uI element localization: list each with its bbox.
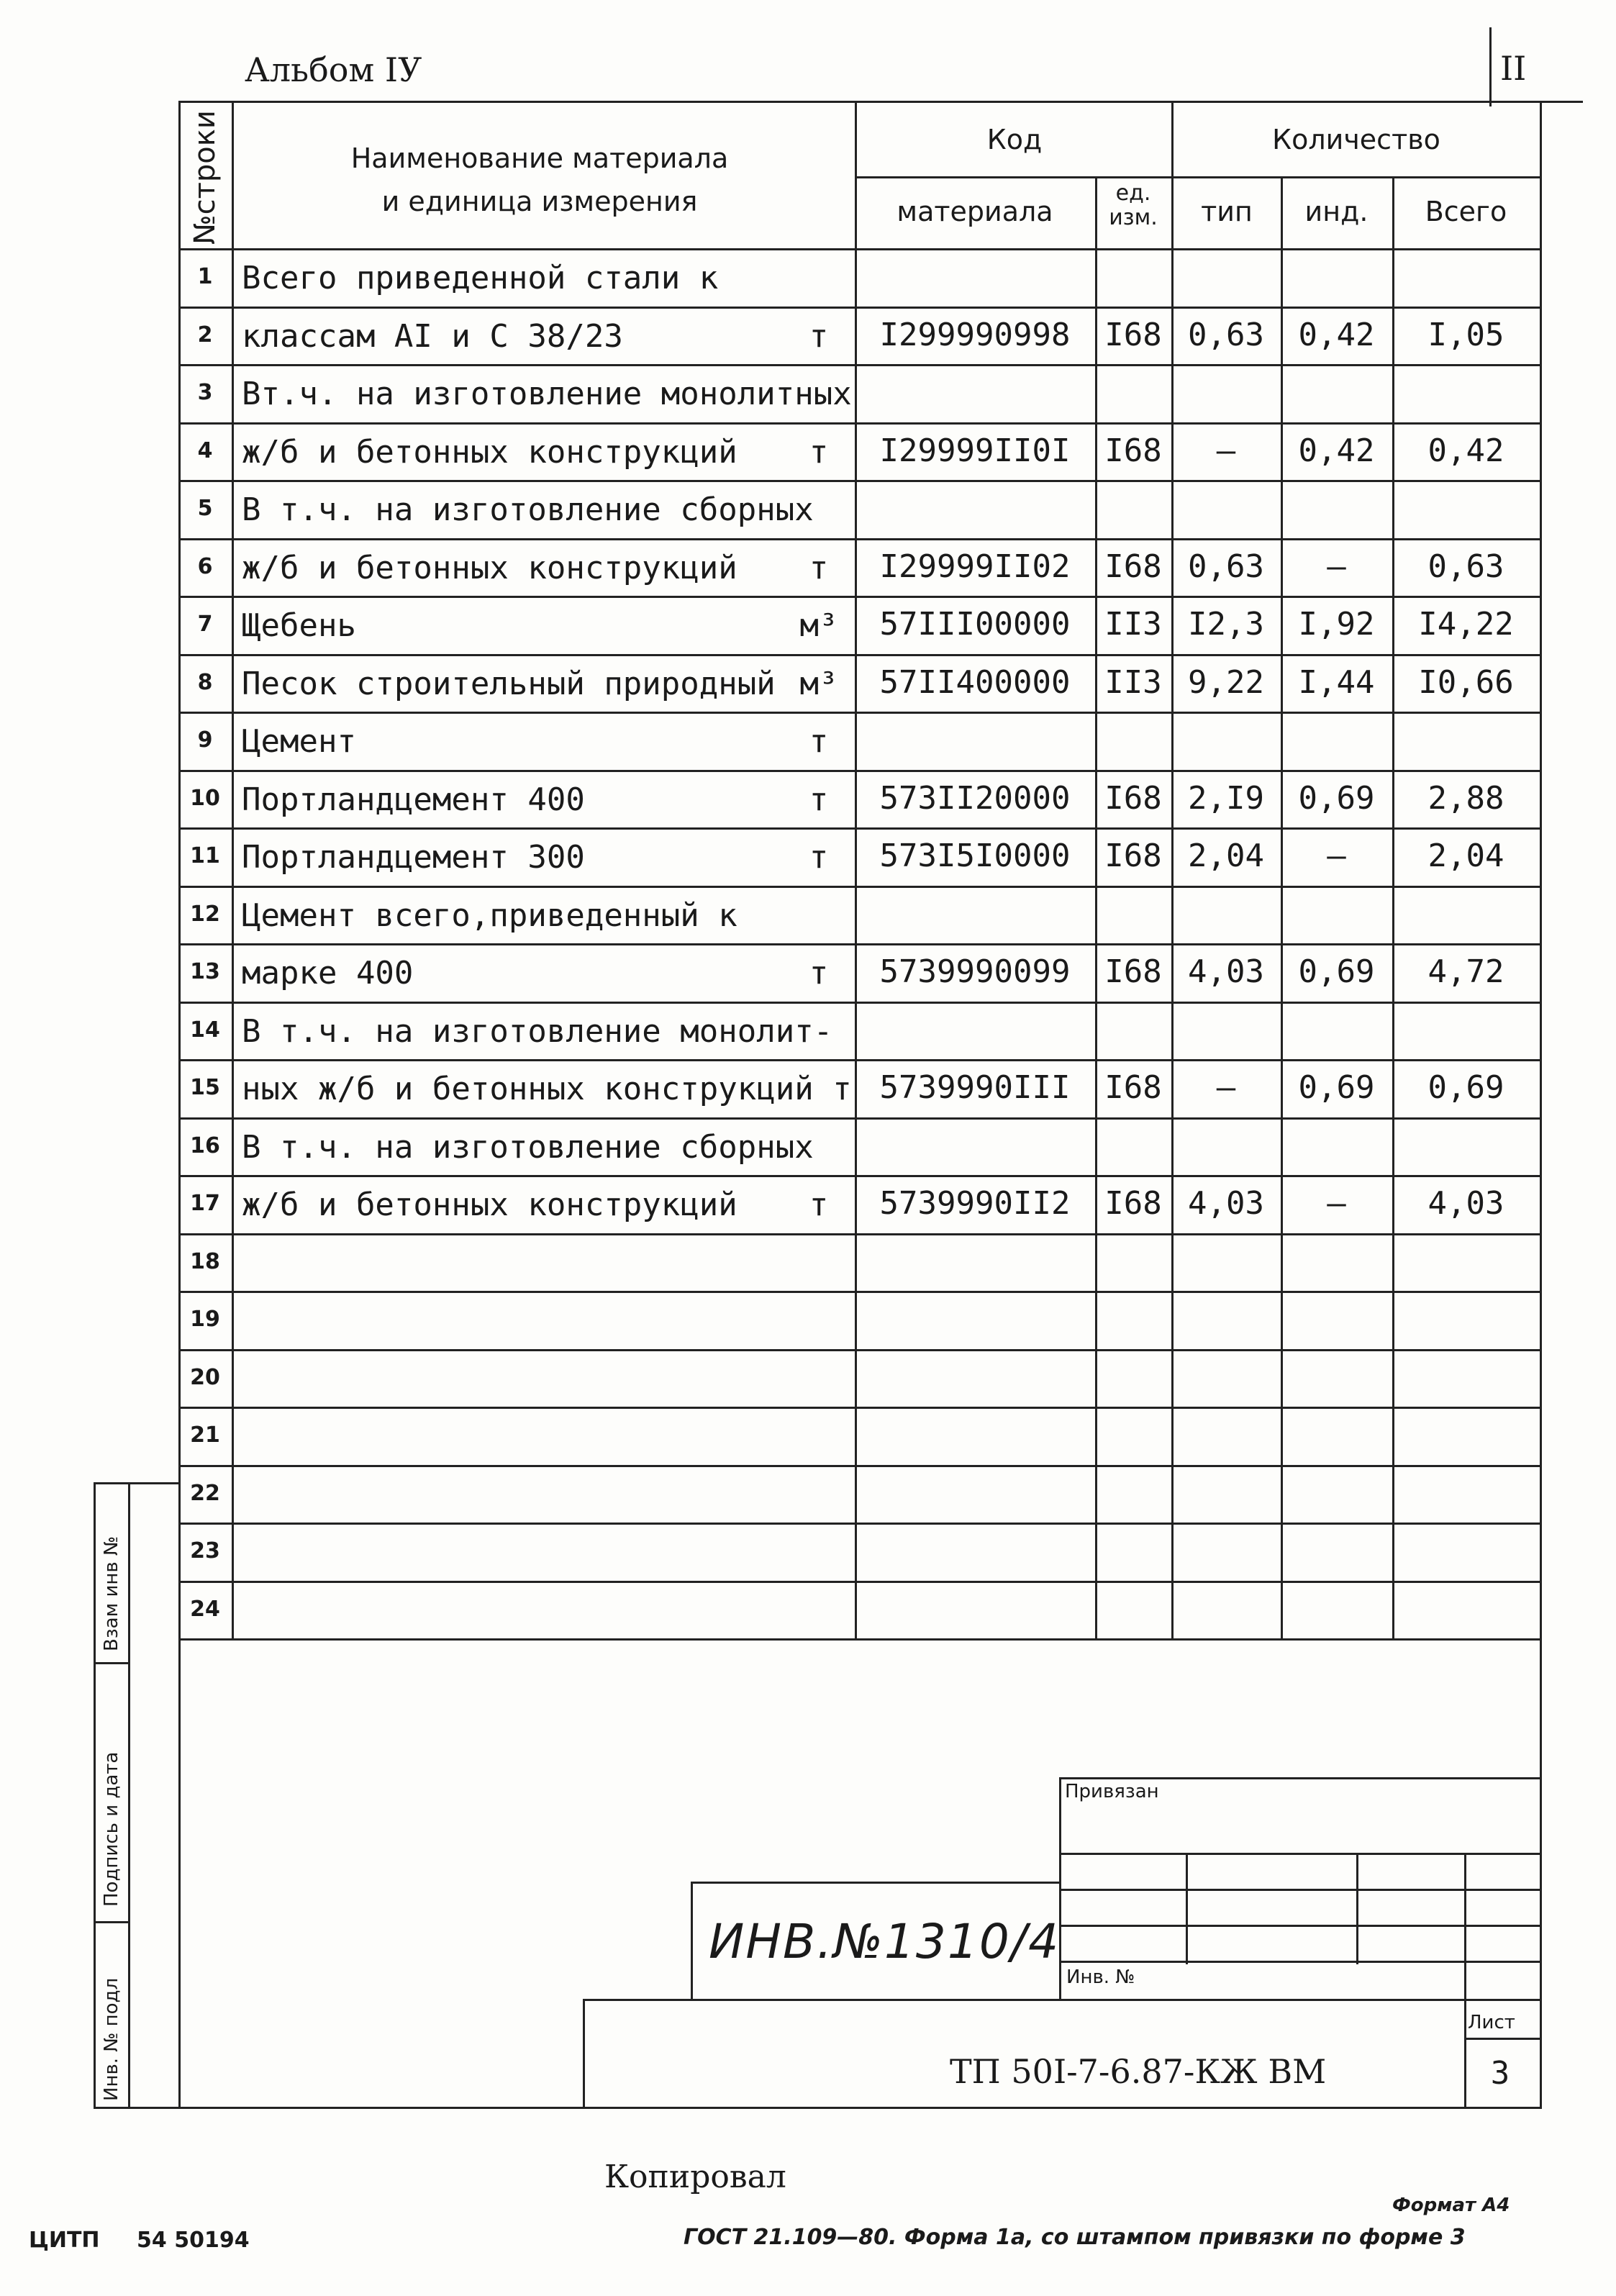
material-code: I299990998 xyxy=(879,316,1071,353)
row-number: 10 xyxy=(190,785,220,811)
qty-individual: – xyxy=(1327,838,1346,874)
qty-individual: 0,69 xyxy=(1298,779,1375,817)
stamp-inv-no-label: Инв. № xyxy=(1066,1966,1135,1988)
row-number: 16 xyxy=(190,1133,220,1158)
row-number: 19 xyxy=(190,1307,220,1332)
stamp-document-code: ТП 50I-7-6.87-КЖ ВМ xyxy=(950,2052,1327,2091)
frame-right xyxy=(1540,101,1542,2108)
unit-code: I68 xyxy=(1104,548,1162,585)
row-number: 11 xyxy=(190,843,220,868)
row-number: 1 xyxy=(197,264,213,289)
row-number: 14 xyxy=(190,1017,220,1043)
material-unit-measure: м³ xyxy=(799,607,838,644)
material-name: Щебень xyxy=(242,607,356,644)
row-number: 20 xyxy=(190,1364,220,1390)
material-name: классам AI и С 38/23 xyxy=(242,317,623,355)
material-unit-measure: т xyxy=(809,955,829,992)
header-unit: ед. изм. xyxy=(1109,181,1158,230)
material-name: ж/б и бетонных конструкций xyxy=(242,1186,737,1223)
qty-total: 0,69 xyxy=(1427,1069,1504,1106)
qty-type: 2,I9 xyxy=(1188,779,1264,817)
row-number: 18 xyxy=(190,1248,220,1274)
material-code: 573I5I0000 xyxy=(879,838,1071,874)
material-unit-measure: т xyxy=(809,1186,829,1223)
unit-code: I68 xyxy=(1104,1069,1162,1106)
header-name-line1: Наименование материала xyxy=(350,142,729,174)
row-number: 21 xyxy=(190,1422,220,1448)
corner-mark: II xyxy=(1500,49,1527,88)
qty-total: 2,88 xyxy=(1427,779,1504,817)
row-number: 15 xyxy=(190,1075,220,1100)
qty-individual: 0,42 xyxy=(1298,316,1375,353)
header-row-number: №строки xyxy=(189,110,222,245)
material-code: 57II400000 xyxy=(879,663,1071,701)
album-title: Альбом IУ xyxy=(245,50,422,89)
row-number: 22 xyxy=(190,1480,220,1506)
row-number: 7 xyxy=(197,612,213,637)
material-unit-measure: м³ xyxy=(799,665,838,702)
header-type: тип xyxy=(1201,196,1253,227)
material-name: В т.ч. на изготовление сборных xyxy=(242,1128,814,1166)
unit-code: I68 xyxy=(1104,1185,1162,1222)
unit-code: I68 xyxy=(1104,779,1162,817)
material-unit-measure: т xyxy=(809,433,829,471)
header-code: Код xyxy=(986,124,1043,155)
stamp-privyazan: Привязан xyxy=(1065,1781,1159,1802)
qty-total: 0,42 xyxy=(1427,432,1504,469)
row-number: 6 xyxy=(197,553,213,579)
qty-total: 4,72 xyxy=(1427,953,1504,990)
header-quantity: Количество xyxy=(1272,124,1440,155)
qty-type: 0,63 xyxy=(1188,548,1264,585)
qty-total: 4,03 xyxy=(1427,1185,1504,1222)
material-name: Песок строительный природный xyxy=(242,665,776,702)
unit-code: II3 xyxy=(1104,663,1162,701)
material-code: 5739990III xyxy=(879,1069,1071,1106)
qty-total: I0,66 xyxy=(1418,663,1514,701)
row-number: 8 xyxy=(197,669,213,695)
row-number: 9 xyxy=(197,727,213,753)
row-number: 12 xyxy=(190,901,220,927)
stamp-sheet-number: 3 xyxy=(1490,2055,1510,2092)
row-number: 24 xyxy=(190,1596,220,1622)
material-code: 57III00000 xyxy=(879,606,1071,643)
header-ind: инд. xyxy=(1304,196,1368,227)
row-number: 3 xyxy=(197,380,213,405)
unit-code: I68 xyxy=(1104,838,1162,874)
qty-total: I4,22 xyxy=(1418,606,1514,643)
material-unit-measure: т xyxy=(809,317,829,355)
material-code: I29999II0I xyxy=(879,432,1071,469)
material-name: Портландцемент 300 xyxy=(242,839,585,876)
material-name: марке 400 xyxy=(242,955,414,992)
qty-type: 4,03 xyxy=(1188,1185,1264,1222)
material-unit-measure: т xyxy=(809,839,829,876)
footer-copied: Копировал xyxy=(604,2159,786,2195)
qty-type: I2,3 xyxy=(1188,606,1264,643)
qty-total: 0,63 xyxy=(1427,548,1504,585)
stamp-inv-handwritten: ИНВ.№1310/4 xyxy=(709,1914,1061,1969)
material-unit-measure: т xyxy=(809,781,829,818)
header-total: Всего xyxy=(1425,196,1507,227)
material-name: Всего приведенной стали к xyxy=(242,260,719,296)
footer-gost: ГОСТ 21.109—80. Форма 1а, со штампом привязки по форме 3 xyxy=(684,2225,1466,2250)
row-number: 4 xyxy=(197,437,213,463)
side-podpis-data: Подпись и дата xyxy=(101,1751,122,1907)
qty-individual: I,44 xyxy=(1298,663,1375,701)
material-name: В т.ч. на изготовление сборных xyxy=(242,491,814,528)
material-name: Портландцемент 400 xyxy=(242,781,585,818)
row-number: 23 xyxy=(190,1538,220,1564)
qty-individual: I,92 xyxy=(1298,606,1375,643)
qty-total: 2,04 xyxy=(1427,838,1504,874)
unit-code: I68 xyxy=(1104,953,1162,990)
unit-code: I68 xyxy=(1104,432,1162,469)
row-number: 13 xyxy=(190,959,220,984)
material-code: I29999II02 xyxy=(879,548,1071,585)
material-name: Вт.ч. на изготовление монолитных xyxy=(242,376,852,412)
qty-type: 0,63 xyxy=(1188,316,1264,353)
frame-bottom xyxy=(94,2107,1542,2109)
material-name: ж/б и бетонных конструкций xyxy=(242,433,737,471)
material-name: Цемент xyxy=(242,723,356,760)
qty-individual: 0,69 xyxy=(1298,953,1375,990)
material-code: 5739990099 xyxy=(879,953,1071,990)
material-unit-measure: т xyxy=(809,723,829,760)
row-number: 2 xyxy=(197,322,213,348)
material-name: ных ж/б и бетонных конструкций т xyxy=(242,1071,852,1107)
material-code: 573II20000 xyxy=(879,779,1071,817)
qty-type: – xyxy=(1216,432,1236,469)
header-name-line2: и единица измерения xyxy=(381,186,698,217)
qty-type: – xyxy=(1216,1069,1236,1106)
material-unit-measure: т xyxy=(809,549,829,586)
qty-individual: – xyxy=(1327,548,1346,585)
material-name: Цемент всего,приведенный к xyxy=(242,897,737,934)
side-vzam-inv: Взам инв № xyxy=(101,1536,122,1651)
header-material: материала xyxy=(896,196,1053,227)
unit-code: II3 xyxy=(1104,606,1162,643)
side-inv-podl: Инв. № подл xyxy=(101,1977,122,2101)
material-code: 5739990II2 xyxy=(879,1185,1071,1222)
qty-individual: 0,69 xyxy=(1298,1069,1375,1106)
row-number: 5 xyxy=(197,496,213,521)
footer-order: 54 50194 xyxy=(137,2228,250,2253)
material-name: ж/б и бетонных конструкций xyxy=(242,549,737,586)
qty-type: 9,22 xyxy=(1188,663,1264,701)
row-number: 17 xyxy=(190,1191,220,1216)
footer-format: Формат А4 xyxy=(1392,2195,1510,2216)
qty-type: 2,04 xyxy=(1188,838,1264,874)
qty-total: I,05 xyxy=(1427,316,1504,353)
qty-type: 4,03 xyxy=(1188,953,1264,990)
unit-code: I68 xyxy=(1104,316,1162,353)
qty-individual: 0,42 xyxy=(1298,432,1375,469)
material-name: В т.ч. на изготовление монолит- xyxy=(242,1012,833,1050)
stamp-sheet-label: Лист xyxy=(1468,2012,1515,2033)
qty-individual: – xyxy=(1327,1185,1346,1222)
footer-org: ЦИТП xyxy=(29,2228,100,2253)
